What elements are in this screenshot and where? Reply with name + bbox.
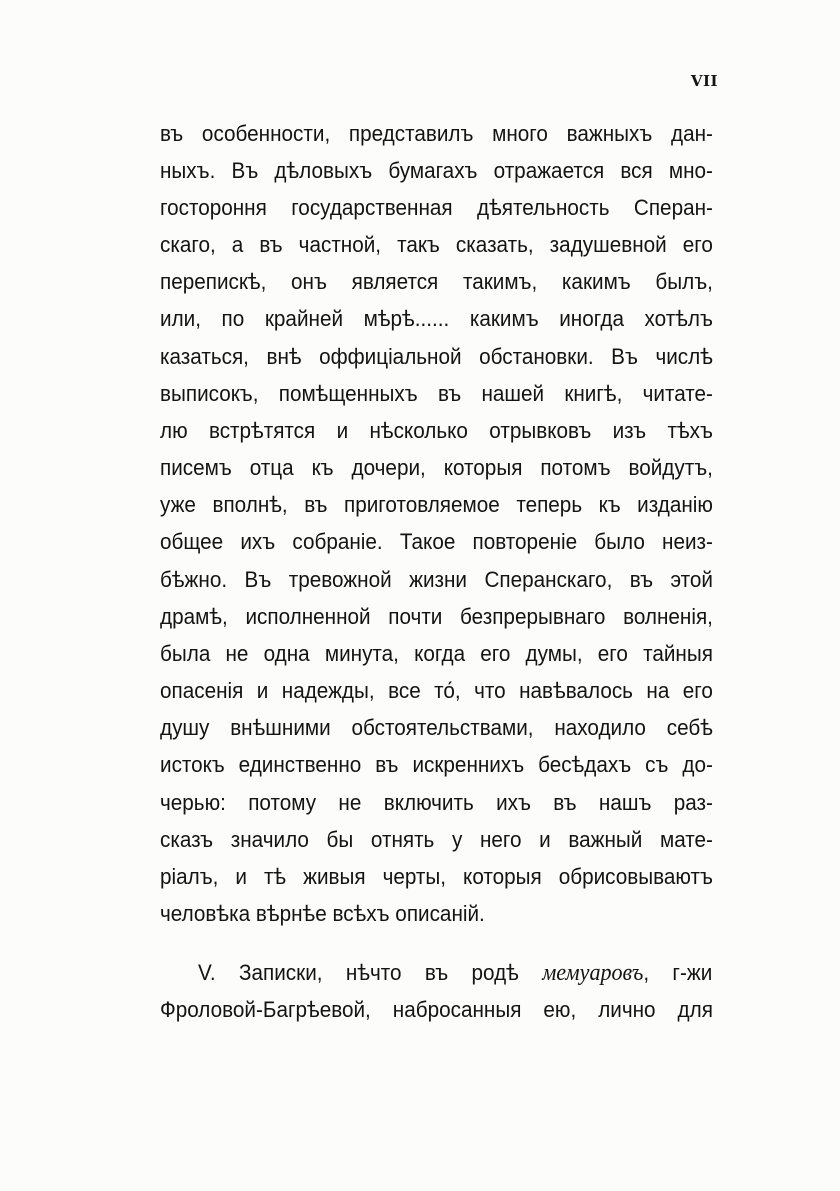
- italic-term: мемуаровъ: [542, 960, 644, 986]
- text-line: скаго, а въ частной, такъ сказать, задушевной его: [160, 232, 713, 257]
- text-line: гостороння государственная дѣятельность Сперан-: [160, 195, 713, 220]
- text-line: сказъ значило бы отнять у него и важный мате-: [160, 827, 713, 852]
- text-line: въ особенности, представилъ много важныхъ дан-: [160, 121, 713, 146]
- text-line: бѣжно. Въ тревожной жизни Сперанскаго, въ этой: [160, 567, 713, 592]
- text-line: была не одна минута, когда его думы, его тайныя: [160, 641, 713, 666]
- text-line: уже вполнѣ, въ приготовляемое теперь къ изданію: [160, 492, 713, 517]
- text-line: истокъ единственно въ искреннихъ бесѣдахъ съ до-: [160, 752, 713, 777]
- text-line: казаться, внѣ оффиціальной обстановки. Въ числѣ: [160, 344, 713, 369]
- text-line: перепискѣ, онъ является такимъ, какимъ былъ,: [160, 269, 713, 294]
- text-line: общее ихъ собраніе. Такое повтореніе было неиз-: [160, 529, 713, 554]
- page-number: VII: [690, 72, 718, 90]
- text-line: черью: потому не включить ихъ въ нашъ раз-: [160, 790, 713, 815]
- text-line: опасенія и надежды, все то́, что навѣвалось на его: [160, 678, 713, 703]
- text-line: лю встрѣтятся и нѣсколько отрывковъ изъ тѣхъ: [160, 418, 713, 443]
- text-line: V. Записки, нѣчто въ родѣ мемуаровъ, г-жи: [198, 960, 713, 986]
- text-line: ныхъ. Въ дѣловыхъ бумагахъ отражается вся мно-: [160, 158, 713, 183]
- text-line: человѣка вѣрнѣе всѣхъ описаній.: [160, 901, 485, 926]
- text-line: ріалъ, и тѣ живыя черты, которыя обрисовываютъ: [160, 864, 713, 889]
- text-line: драмѣ, исполненной почти безпрерывнаго волненія,: [160, 604, 713, 629]
- text-line: писемъ отца къ дочери, которыя потомъ войдутъ,: [160, 455, 713, 480]
- text-line: душу внѣшними обстоятельствами, находило себѣ: [160, 715, 713, 740]
- text-line: Фроловой-Багрѣевой, набросанныя ею, лично для: [160, 997, 713, 1022]
- text-line: или, по крайней мѣрѣ...... какимъ иногда хотѣлъ: [160, 306, 713, 331]
- text-line: выписокъ, помѣщенныхъ въ нашей книгѣ, читате-: [160, 381, 713, 406]
